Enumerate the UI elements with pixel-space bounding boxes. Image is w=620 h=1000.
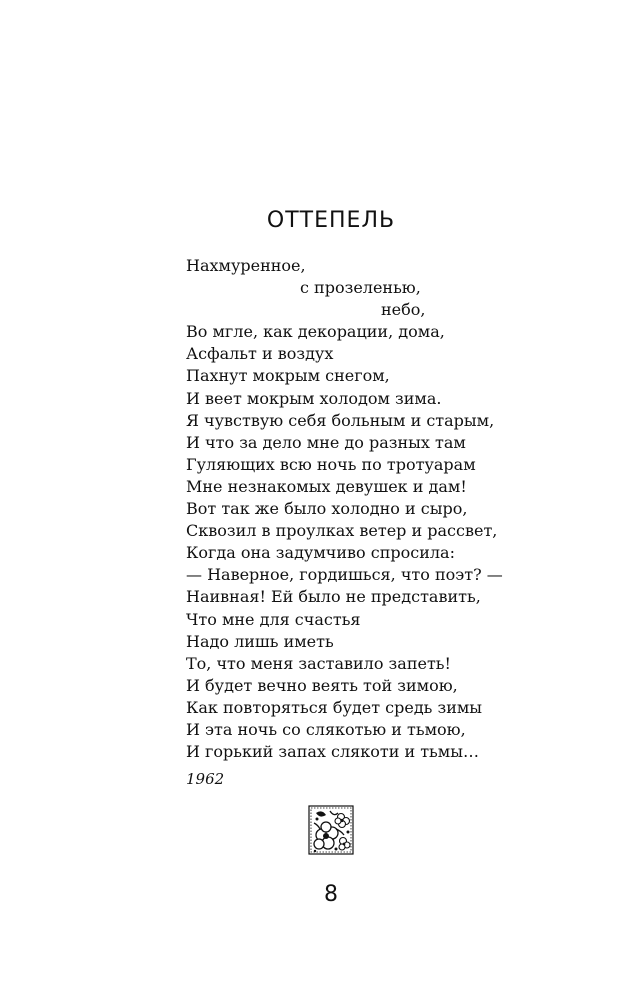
poem-line: — Наверное, гордишься, что поэт? — bbox=[186, 565, 503, 585]
poem-line: И веет мокрым холодом зима. bbox=[186, 388, 442, 408]
poem-line: Мне незнакомых девушек и дам! bbox=[186, 476, 467, 496]
poem-line: И горький запах слякоти и тьмы… bbox=[186, 742, 479, 762]
poem-line: Вот так же было холодно и сыро, bbox=[186, 499, 468, 519]
poem-line: То, что меня заставило запеть! bbox=[186, 653, 451, 673]
poem-date: 1962 bbox=[186, 770, 225, 788]
poem-line: Асфальт и воздух bbox=[186, 344, 334, 364]
poem-title: ОТТЕПЕЛЬ bbox=[266, 208, 396, 233]
poem-line: Гуляющих всю ночь по тротуарам bbox=[186, 454, 476, 474]
poem-line: И будет вечно веять той зимою, bbox=[186, 675, 458, 695]
poem-line: И что за дело мне до разных там bbox=[186, 432, 466, 452]
poem-line: Сквозил в проулках ветер и рассвет, bbox=[186, 521, 498, 541]
poem-line: Пахнут мокрым снегом, bbox=[186, 366, 390, 386]
poem-line: небо, bbox=[381, 300, 426, 320]
poem-body bbox=[186, 255, 586, 763]
poem-line: Наивная! Ей было не представить, bbox=[186, 587, 481, 607]
poem-line: Надо лишь иметь bbox=[186, 631, 334, 651]
poem-line: с прозеленью, bbox=[300, 278, 421, 298]
poem-line: Как повторяться будет средь зимы bbox=[186, 697, 483, 717]
poem-line: Когда она задумчиво спросила: bbox=[186, 543, 455, 563]
page-number: 8 bbox=[324, 882, 338, 907]
floral-ornament-icon bbox=[308, 805, 354, 855]
poem-line: Во мгле, как декорации, дома, bbox=[186, 322, 445, 342]
poem-line: Что мне для счастья bbox=[186, 609, 361, 629]
poem-line: Нахмуренное, bbox=[186, 256, 306, 275]
poem-line: И эта ночь со слякотью и тьмою, bbox=[186, 719, 466, 739]
poem-line: Я чувствую себя больным и старым, bbox=[186, 410, 495, 430]
